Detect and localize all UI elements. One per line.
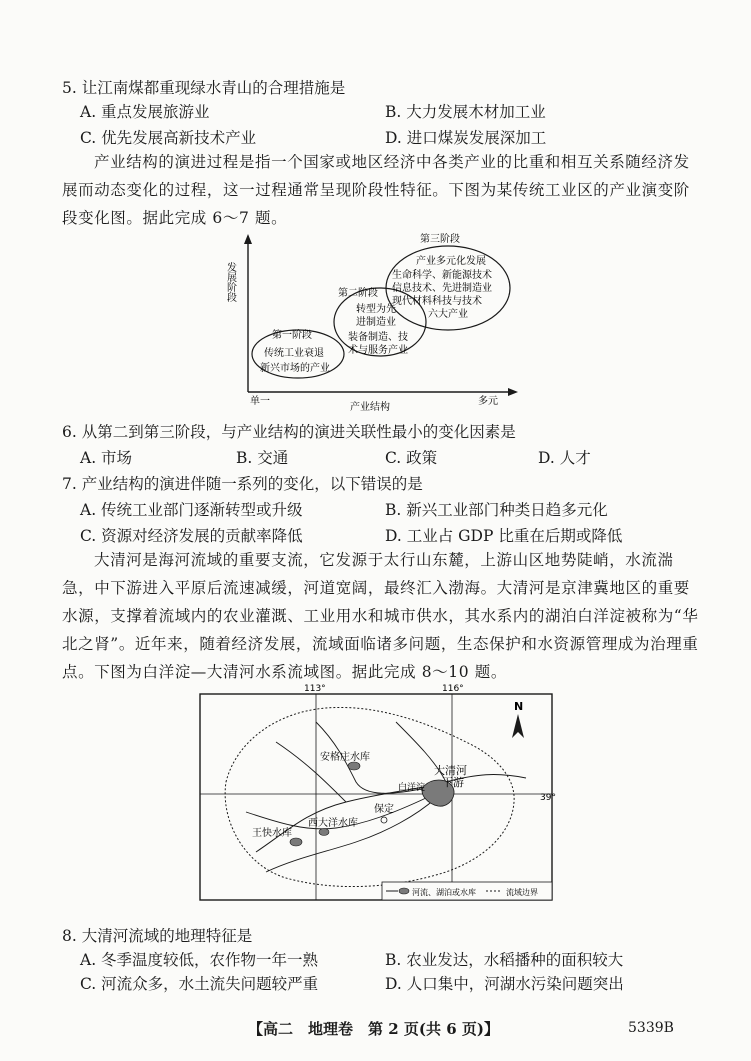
q5-option-c: C. 优先发展高新技术产业 (80, 129, 257, 147)
question-7-stem: 7. 产业结构的演进伴随一系列的变化，以下错误的是 (62, 475, 423, 493)
x-end-label: 多元 (478, 396, 498, 407)
stage1-item: 新兴市场的产业 (260, 363, 330, 374)
reservoir-marker (348, 762, 360, 770)
xidayang-reservoir-label: 西大洋水库 (308, 818, 358, 829)
q8-option-d: D. 人口集中，河湖水污染问题突出 (385, 975, 624, 993)
legend-lake-icon (399, 888, 409, 894)
latitude-39-label: 39° (540, 793, 556, 803)
stage3-item: 信息技术、先进制造业 (392, 283, 492, 294)
stage2-title: 第二阶段 (338, 288, 378, 299)
stage3-title: 第三阶段 (420, 234, 460, 245)
q6-option-b: B. 交通 (236, 449, 289, 467)
y-axis-label: 发展阶段 (224, 262, 236, 302)
daqing-river-label: 大清河 (434, 764, 467, 777)
north-arrow-icon (512, 714, 524, 738)
stage2-item: 装备制造、技 (348, 332, 408, 343)
stage3-item: 生命科学、新能源技术 (392, 270, 492, 281)
q8-option-a: A. 冬季温度较低，农作物一年一熟 (80, 951, 319, 969)
q5-option-b: B. 大力发展木材加工业 (385, 103, 546, 121)
question-5-stem: 5. 让江南煤都重现绿水青山的合理措施是 (62, 79, 346, 97)
paper-code: 5339B (628, 1020, 674, 1036)
longitude-116-label: 116° (442, 684, 464, 694)
longitude-113-label: 113° (304, 684, 326, 694)
q7-option-c: C. 资源对经济发展的贡献率降低 (80, 527, 303, 545)
baoding-city-marker (381, 817, 387, 823)
stage1-title: 第一阶段 (272, 330, 312, 341)
q5-option-a: A. 重点发展旅游业 (80, 103, 210, 121)
stage1-item: 传统工业衰退 (264, 348, 324, 359)
baoding-label: 保定 (374, 804, 394, 815)
page-footer: 【高二 地理卷 第 2 页(共 6 页)】 (248, 1020, 499, 1038)
river-branch (276, 742, 346, 802)
question-8-stem: 8. 大清河流域的地理特征是 (62, 927, 253, 945)
stage3-item: 现代材料科技与技术 (392, 296, 482, 307)
q5-option-d: D. 进口煤炭发展深加工 (385, 129, 547, 147)
wangkuai-reservoir-label: 王快水库 (252, 828, 292, 839)
reservoir-marker (319, 829, 329, 836)
passage-daqing-river: 大清河是海河流域的重要支流，它发源于太行山东麓，上游山区地势陡峭，水流湍急，中下游进入平原后流速减缓，河道宽阔，最终汇入渤海。大清河是京津冀地区的重要水源，支撑着流域内的农业灌溉、工业用水和城市供水，其水系内的湖泊白洋淀被称为“华北之肾”。近年来，随着经济发展，流域面临诸多问题，生态保护和水资源管理成为治理重点。下图为白洋淀—大清河水系流域图。据此完成 8～10 题。 (62, 551, 699, 681)
q8-option-b: B. 农业发达，水稻播种的面积较大 (385, 951, 624, 969)
anggezhuang-reservoir-label: 安格庄水库 (320, 752, 370, 763)
x-axis-arrow (508, 388, 518, 396)
daqing-river-basin-map (196, 682, 558, 914)
legend-border-label: 流域边界 (506, 888, 538, 897)
x-axis-label: 产业结构 (350, 402, 390, 412)
daqing-river-lower-label: 下游 (442, 776, 464, 789)
map-legend (382, 882, 552, 900)
north-arrow (512, 700, 524, 738)
legend-water-label: 河流、湖泊或水库 (412, 888, 476, 897)
industry-stage-diagram (220, 232, 520, 412)
passage-industry-structure: 产业结构的演进过程是指一个国家或地区经济中各类产业的比重和相互关系随经济发展而动态变化的过程，这一过程通常呈现阶段性特征。下图为某传统工业区的产业演变阶段变化图。据此完成 6～7 题。 (62, 153, 690, 227)
q6-option-c: C. 政策 (385, 449, 438, 467)
q8-option-c: C. 河流众多，水土流失问题较严重 (80, 975, 319, 993)
stage2-item: 术与服务产业 (348, 345, 408, 356)
q7-option-a: A. 传统工业部门逐渐转型或升级 (80, 501, 303, 519)
map-frame (200, 694, 552, 900)
north-label: N (514, 700, 524, 713)
baiyangdian-label: 白洋淀 (398, 783, 426, 793)
q7-option-d: D. 工业占 GDP 比重在后期或降低 (385, 527, 623, 545)
question-6-stem: 6. 从第二到第三阶段，与产业结构的演进关联性最小的变化因素是 (62, 423, 516, 441)
x-start-label: 单一 (250, 396, 270, 407)
stage3-item: 产业多元化发展 (416, 256, 486, 267)
q6-option-d: D. 人才 (538, 449, 591, 467)
stage3-item: 六大产业 (428, 309, 468, 320)
stage2-item: 转型为先 (356, 304, 396, 315)
stage2-item: 进制造业 (356, 317, 396, 328)
reservoir-marker (290, 838, 302, 846)
q6-option-a: A. 市场 (80, 449, 133, 467)
q7-option-b: B. 新兴工业部门种类日趋多元化 (385, 501, 608, 519)
y-axis-arrow (244, 234, 252, 244)
